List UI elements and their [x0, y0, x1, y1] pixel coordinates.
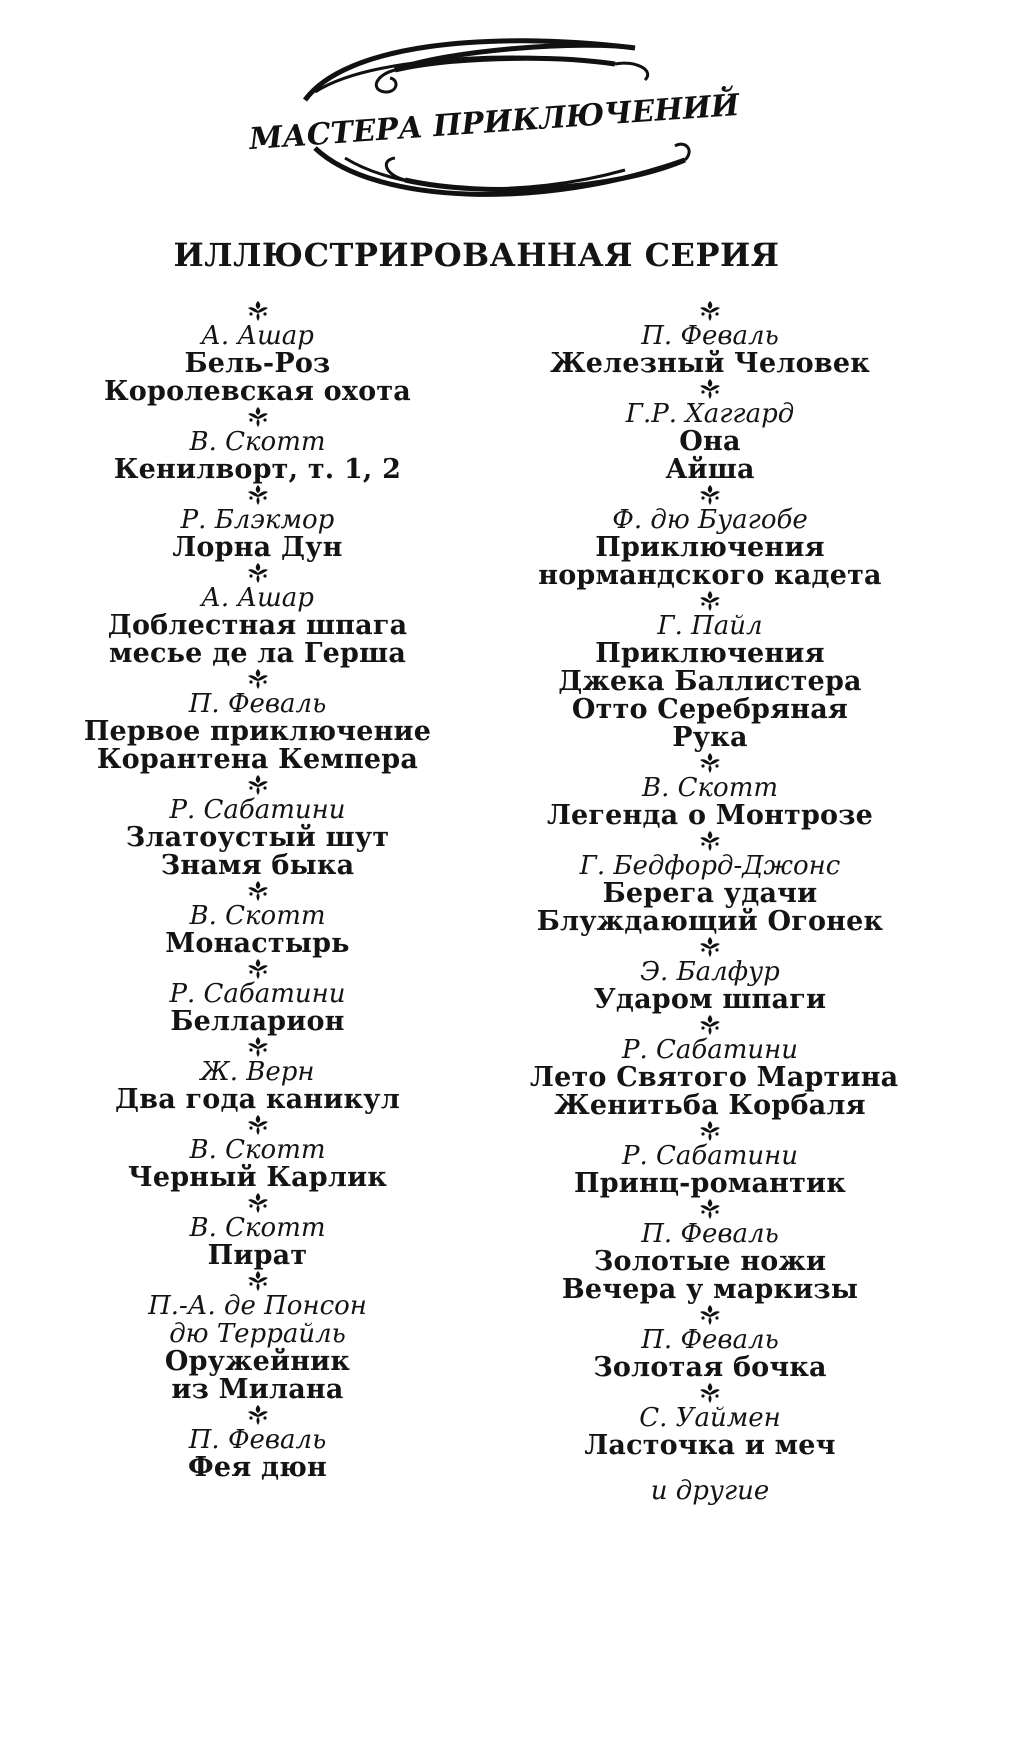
- book-entry: [530, 1198, 890, 1304]
- fleuron-ornament-icon: [80, 1404, 435, 1426]
- author-name: П.-А. де Понсон: [148, 1291, 367, 1321]
- book-title: Принц-романтик: [574, 1168, 846, 1199]
- fleuron-ornament-icon: [80, 406, 435, 428]
- book-entry: [80, 406, 435, 484]
- book-title: Рука: [672, 722, 748, 753]
- fleuron-ornament-icon: [530, 752, 890, 774]
- book-title: Ударом шпаги: [593, 984, 827, 1015]
- author-name: Г.Р. Хаггард: [625, 399, 795, 429]
- fleuron-ornament-icon: [80, 774, 435, 796]
- book-title: Бель-Роз: [184, 348, 331, 379]
- book-title: Черный Карлик: [127, 1162, 388, 1193]
- book-entry: [80, 484, 435, 562]
- author-name: П. Феваль: [641, 1325, 779, 1355]
- fleuron-ornament-icon: [80, 562, 435, 584]
- book-entry: [80, 562, 435, 668]
- author-name: С. Уаймен: [639, 1403, 781, 1433]
- book-title: Королевская охота: [104, 376, 411, 407]
- book-title: Белларион: [170, 1006, 345, 1037]
- fleuron-ornament-icon: [80, 668, 435, 690]
- fleuron-ornament-icon: [530, 1382, 890, 1404]
- book-entry: [80, 774, 435, 880]
- book-title: Лорна Дун: [172, 532, 343, 563]
- author-name: Г. Бедфорд-Джонс: [579, 851, 841, 881]
- logo-text: МАСТЕРА ПРИКЛЮЧЕНИЙ: [248, 87, 741, 158]
- fleuron-ornament-icon: [80, 300, 435, 322]
- book-title: Айша: [665, 454, 755, 485]
- author-name: Ж. Верн: [200, 1057, 315, 1087]
- left-column: [80, 300, 435, 1482]
- fleuron-ornament-icon: [80, 1270, 435, 1292]
- book-title: Золотая бочка: [593, 1352, 827, 1383]
- book-entry: [80, 1114, 435, 1192]
- author-name: А. Ашар: [201, 321, 314, 351]
- book-title: Лето Святого Мартина: [530, 1062, 899, 1093]
- book-title: Блуждающий Огонек: [536, 906, 884, 937]
- book-entry: [80, 668, 435, 774]
- book-entry: [530, 1382, 890, 1460]
- book-title: Вечера у маркизы: [561, 1274, 859, 1305]
- book-entry: [530, 378, 890, 484]
- book-title: Доблестная шпага: [107, 610, 408, 641]
- book-title: Она: [679, 426, 741, 457]
- book-entry: [80, 1036, 435, 1114]
- book-title: Два года каникул: [115, 1084, 400, 1115]
- book-entry: [80, 1192, 435, 1270]
- fleuron-ornament-icon: [530, 300, 890, 322]
- author-name: Р. Сабатини: [621, 1141, 799, 1171]
- right-column: [530, 300, 899, 1506]
- fleuron-ornament-icon: [530, 484, 890, 506]
- author-name: П. Феваль: [641, 1219, 779, 1249]
- book-title: Женитьба Корбаля: [554, 1090, 866, 1121]
- book-entry: [80, 958, 435, 1036]
- book-entry: [80, 300, 435, 406]
- fleuron-ornament-icon: [530, 590, 890, 612]
- book-title: Кенилворт, т. 1, 2: [113, 454, 402, 485]
- book-entry: [530, 590, 890, 752]
- author-name: В. Скотт: [189, 1213, 326, 1243]
- fleuron-ornament-icon: [530, 378, 890, 400]
- book-title: Фея дюн: [188, 1452, 327, 1483]
- book-entry: [530, 752, 890, 830]
- author-name: Э. Балфур: [640, 957, 780, 987]
- book-title: из Милана: [171, 1374, 344, 1405]
- author-name: В. Скотт: [189, 1135, 326, 1165]
- author-name: П. Феваль: [188, 1425, 327, 1455]
- book-entry: [530, 300, 890, 378]
- fleuron-ornament-icon: [80, 484, 435, 506]
- book-title: Пират: [207, 1240, 308, 1271]
- fleuron-ornament-icon: [80, 958, 435, 980]
- book-entry: [530, 936, 890, 1014]
- book-title: Монастырь: [165, 928, 350, 959]
- book-entry: [530, 1304, 890, 1382]
- author-name: А. Ашар: [201, 583, 314, 613]
- author-name: Р. Сабатини: [621, 1035, 799, 1065]
- book-entry: [530, 1014, 899, 1121]
- author-name: В. Скотт: [641, 773, 779, 803]
- book-entry: [530, 830, 890, 936]
- book-title: Оружейник: [164, 1346, 351, 1377]
- author-name: Ф. дю Буагобе: [612, 505, 808, 535]
- book-title: Приключения: [595, 638, 825, 669]
- author-name: П. Феваль: [641, 321, 779, 351]
- fleuron-ornament-icon: [530, 1304, 890, 1326]
- book-title: Приключения: [595, 532, 825, 563]
- scroll-banner-logo: [248, 30, 741, 215]
- fleuron-ornament-icon: [530, 830, 890, 852]
- fleuron-ornament-icon: [530, 1198, 890, 1220]
- author-name: Г. Пайл: [657, 611, 763, 641]
- book-title: Первое приключение: [83, 716, 432, 747]
- book-entry: [80, 1404, 435, 1482]
- author-name: дю Террайль: [169, 1319, 346, 1349]
- fleuron-ornament-icon: [80, 1036, 435, 1058]
- book-entry: [80, 1270, 435, 1404]
- author-name: Р. Сабатини: [169, 795, 346, 825]
- footer-note: и другие: [650, 1476, 770, 1506]
- book-title: Железный Человек: [550, 348, 870, 379]
- author-name: Р. Сабатини: [169, 979, 346, 1009]
- fleuron-ornament-icon: [80, 1192, 435, 1214]
- series-logo: [248, 30, 741, 215]
- fleuron-ornament-icon: [80, 880, 435, 902]
- book-title: Берега удачи: [602, 878, 818, 909]
- book-title: Ласточка и меч: [584, 1430, 836, 1461]
- author-name: В. Скотт: [189, 427, 326, 457]
- book-title: Златоустый шут: [125, 822, 390, 853]
- fleuron-ornament-icon: [80, 1114, 435, 1136]
- book-title: Отто Серебряная: [571, 694, 849, 725]
- fleuron-ornament-icon: [530, 936, 890, 958]
- book-entry: [530, 484, 890, 590]
- book-title: Джека Баллистера: [558, 666, 862, 697]
- series-title: ИЛЛЮСТРИРОВАННАЯ СЕРИЯ: [173, 236, 780, 274]
- book-title: Знамя быка: [160, 850, 355, 881]
- book-title: нормандского кадета: [538, 560, 882, 591]
- book-entry: [530, 1120, 890, 1198]
- author-name: В. Скотт: [189, 901, 326, 931]
- book-title: месье де ла Герша: [108, 638, 407, 669]
- book-title: Золотые ножи: [593, 1246, 827, 1277]
- author-name: П. Феваль: [188, 689, 327, 719]
- author-name: Р. Блэкмор: [180, 505, 335, 535]
- fleuron-ornament-icon: [530, 1014, 890, 1036]
- book-title: Корантена Кемпера: [96, 744, 419, 775]
- fleuron-ornament-icon: [530, 1120, 890, 1142]
- book-entry: [80, 880, 435, 958]
- book-title: Легенда о Монтрозе: [546, 800, 874, 831]
